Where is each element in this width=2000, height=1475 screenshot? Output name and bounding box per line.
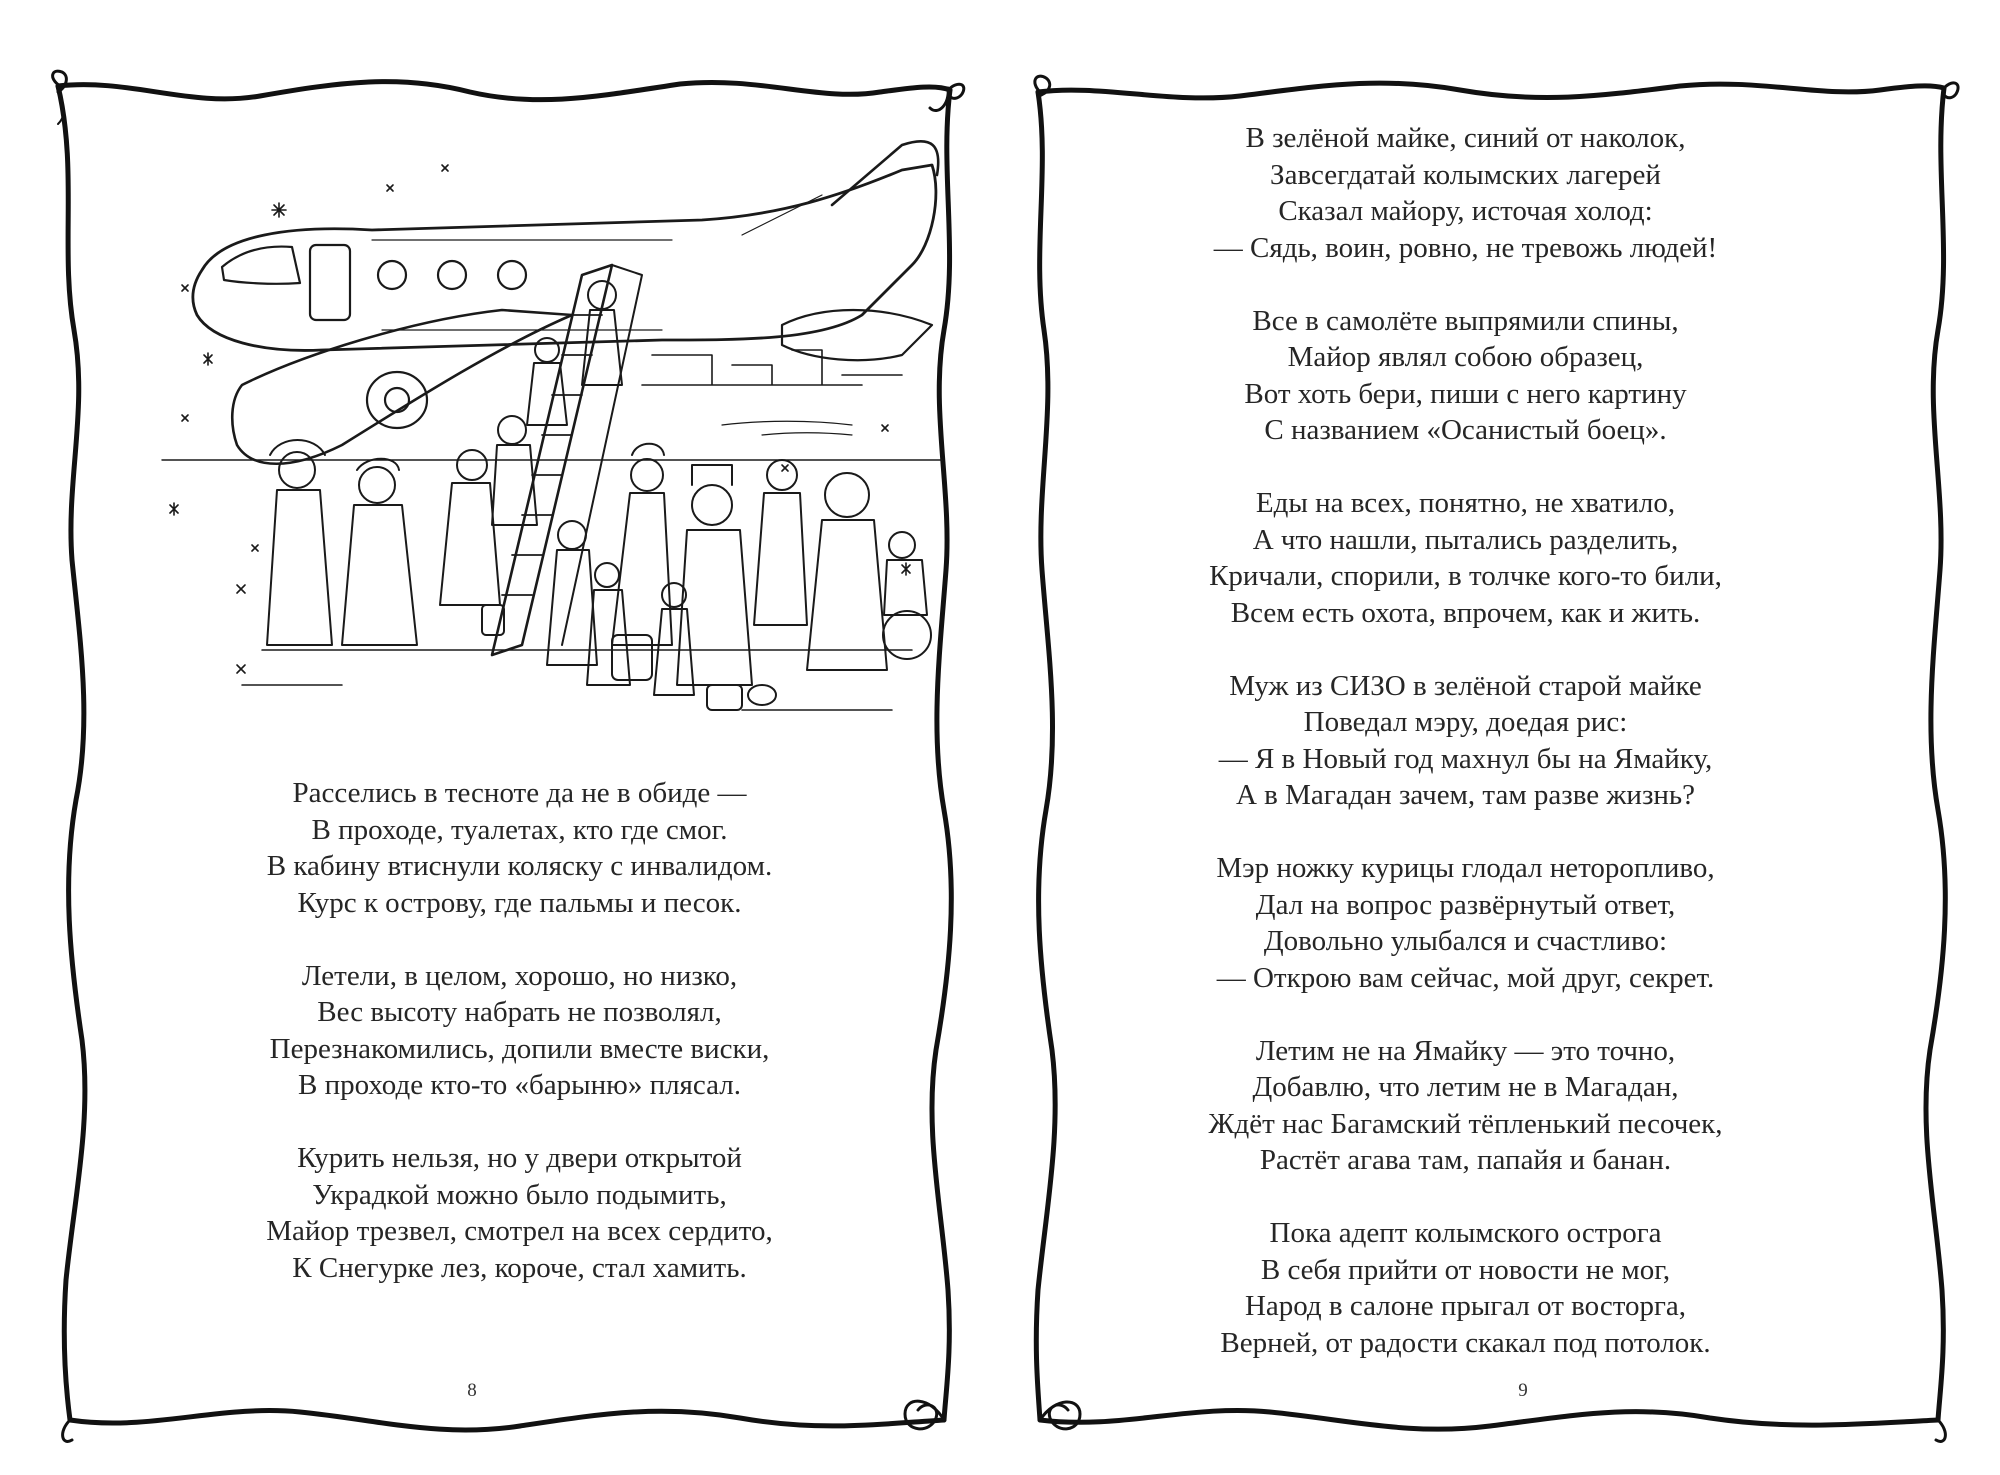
snowflake-icon — [170, 165, 910, 673]
poem-line: Летели, в целом, хорошо, но низко, — [301, 959, 738, 992]
poem-line: В проходе кто-то «барыню» плясал. — [298, 1069, 741, 1101]
poem-line: Вот хоть бери, пиши с него картину — [1244, 377, 1687, 410]
stanza — [67, 775, 972, 921]
poem-line: Всем есть охота, впрочем, как и жить. — [1230, 596, 1701, 629]
stanza — [1013, 668, 1918, 814]
stanza — [1013, 485, 1918, 631]
airplane-boarding-illustration — [142, 125, 957, 725]
poem-text-left — [67, 775, 972, 1323]
poem-line: Расселись в тесноте да не в обиде — — [292, 777, 747, 809]
poem-line: Растёт агава там, папайя и банан. — [1259, 1144, 1672, 1176]
stanza — [1013, 1033, 1918, 1179]
poem-line: Майор являл собою образец, — [1287, 341, 1644, 373]
left-page — [50, 80, 955, 1420]
poem-line: Вес высоту набрать не позволял, — [317, 996, 722, 1028]
poem-line: Украдкой можно было подымить, — [312, 1178, 727, 1211]
poem-line: Поведал мэру, доедая рис: — [1303, 706, 1628, 738]
poem-line: А что нашли, пытались разделить, — [1252, 523, 1679, 556]
poem-line: — Я в Новый год махнул бы на Ямайку, — [1218, 742, 1713, 775]
stanza — [1013, 1215, 1918, 1361]
poem-line: В кабину втиснули коляску с инвалидом. — [266, 850, 773, 882]
poem-line: А в Магадан зачем, там разве жизнь? — [1235, 779, 1696, 811]
poem-line: Ждёт нас Багамский тёпленький песочек, — [1208, 1107, 1723, 1140]
poem-line: В зелёной майке, синий от наколок, — [1245, 122, 1686, 154]
poem-line: Кричали, спорили, в толчке кого-то били, — [1209, 560, 1722, 592]
poem-line: Народ в салоне прыгал от восторга, — [1244, 1290, 1687, 1322]
poem-line: Пока адепт колымского острога — [1269, 1217, 1662, 1249]
poem-line: Сказал майору, источая холод: — [1278, 195, 1653, 227]
poem-line: Курить нельзя, но у двери открытой — [297, 1142, 742, 1174]
page-number: 8 — [467, 1380, 477, 1401]
poem-line: Перезнакомились, допили вместе виски, — [269, 1032, 770, 1065]
stanza — [1013, 120, 1918, 266]
poem-line: С названием «Осанистый боец». — [1264, 414, 1667, 446]
poem-line: Верней, от радости скакал под потолок. — [1220, 1326, 1711, 1359]
poem-line: В себя прийти от новости не мог, — [1260, 1253, 1671, 1286]
poem-line: Довольно улыбался и счастливо: — [1263, 925, 1668, 957]
poem-text-right — [1013, 120, 1918, 1398]
poem-line: Майор трезвел, смотрел на всех сердито, — [266, 1215, 773, 1247]
poem-line: К Снегурке лез, короче, стал хамить. — [292, 1251, 747, 1284]
stanza — [1013, 850, 1918, 996]
page-number: 9 — [1518, 1380, 1528, 1401]
poem-line: Дал на вопрос развёрнутый ответ, — [1255, 888, 1676, 921]
poem-line: Завсегдатай колымских лагерей — [1270, 158, 1661, 191]
poem-line: Курс к острову, где пальмы и песок. — [297, 886, 742, 919]
stanza — [1013, 303, 1918, 449]
stanza — [67, 1140, 972, 1286]
poem-line: Все в самолёте выпрямили спины, — [1252, 304, 1679, 337]
poem-line: — Открою вам сейчас, мой друг, секрет. — [1216, 961, 1715, 994]
poem-line: Муж из СИЗО в зелёной старой майке — [1229, 669, 1702, 702]
poem-line: Еды на всех, понятно, не хватило, — [1255, 487, 1676, 519]
poem-line: — Сядь, воин, ровно, не тревожь людей! — [1213, 231, 1718, 264]
poem-line: Летим не на Ямайку — это точно, — [1255, 1034, 1676, 1067]
right-page — [1035, 80, 1940, 1420]
poem-line: В проходе, туалетах, кто где смог. — [311, 813, 728, 846]
poem-line: Добавлю, что летим не в Магадан, — [1252, 1071, 1679, 1103]
poem-line: Мэр ножку курицы глодал неторопливо, — [1216, 852, 1715, 884]
stanza — [67, 958, 972, 1104]
